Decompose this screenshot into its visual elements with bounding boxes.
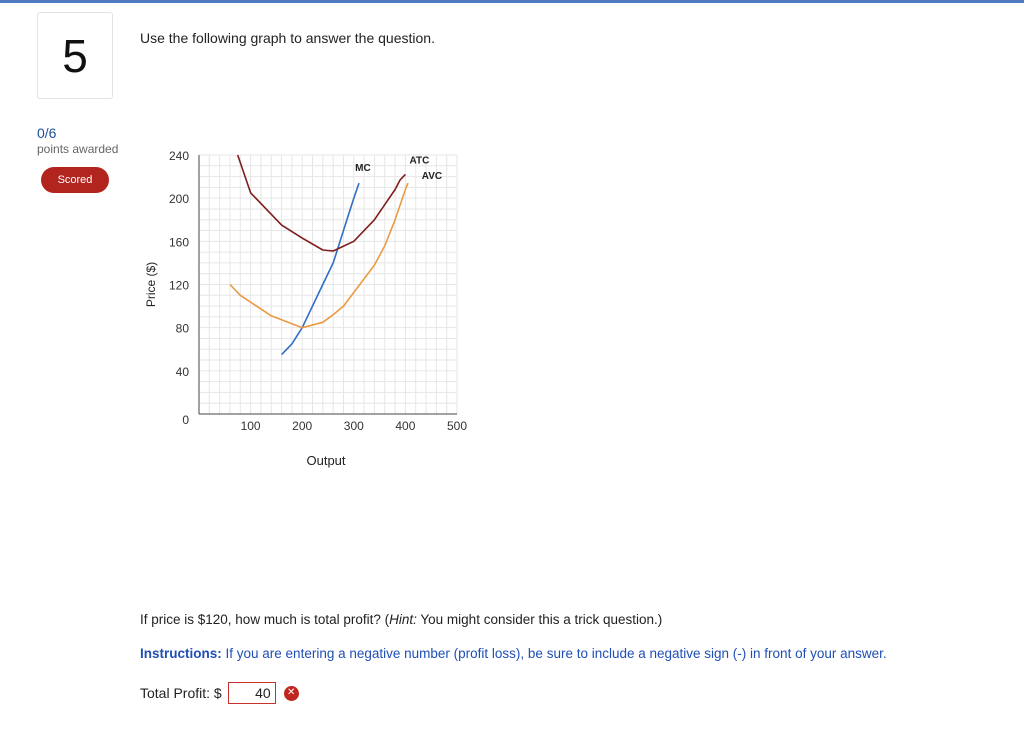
series-label-mc: MC <box>355 163 371 175</box>
chart-series <box>230 155 408 355</box>
top-accent-rule <box>0 0 1024 3</box>
question-text <box>140 612 662 627</box>
status-badge: Scored <box>41 167 109 193</box>
x-tick-label: 200 <box>292 419 313 433</box>
points-panel <box>37 125 118 157</box>
x-axis-label: Output <box>306 453 346 468</box>
instructions-text: If you are entering a negative number (profit loss), be sure to include a negative sign (-) in front of your answer. <box>221 646 887 661</box>
hint-text: You might consider this a trick question.) <box>416 612 663 627</box>
question-number: 5 <box>62 29 88 82</box>
hint-label: Hint: <box>389 612 417 627</box>
answer-label: Total Profit: $ <box>140 685 222 701</box>
y-tick-label: 200 <box>168 192 189 207</box>
points-score: 0/6 <box>37 125 57 141</box>
answer-row <box>140 682 299 704</box>
y-tick-label: 120 <box>168 278 189 293</box>
x-tick-label: 500 <box>446 419 468 433</box>
x-tick-label: 100 <box>240 419 261 433</box>
y-tick-label: 160 <box>168 235 189 250</box>
incorrect-icon: ✕ <box>284 686 299 701</box>
question-prompt: Use the following graph to answer the question. <box>140 30 435 46</box>
cost-curves-chart <box>140 140 480 480</box>
instructions-label: Instructions: <box>140 646 222 661</box>
y-axis-label: Price ($) <box>144 261 158 308</box>
y-tick-label: 40 <box>175 364 189 379</box>
x-tick-label: 400 <box>395 419 416 433</box>
series-label-atc: ATC <box>409 155 430 167</box>
y-tick-label: 0 <box>182 413 189 427</box>
x-tick-label: 300 <box>343 419 364 433</box>
total-profit-input[interactable] <box>228 682 276 704</box>
question-number-box <box>37 12 113 99</box>
series-line-atc <box>238 155 406 251</box>
chart-labels <box>144 149 467 468</box>
y-tick-label: 240 <box>168 149 189 163</box>
question-text-main: If price is $120, how much is total profit? ( <box>140 612 390 627</box>
series-label-avc: AVC <box>421 171 443 183</box>
chart-grid <box>199 155 457 414</box>
y-tick-label: 80 <box>175 321 189 336</box>
instructions <box>140 646 887 661</box>
points-label: points awarded <box>37 142 119 156</box>
